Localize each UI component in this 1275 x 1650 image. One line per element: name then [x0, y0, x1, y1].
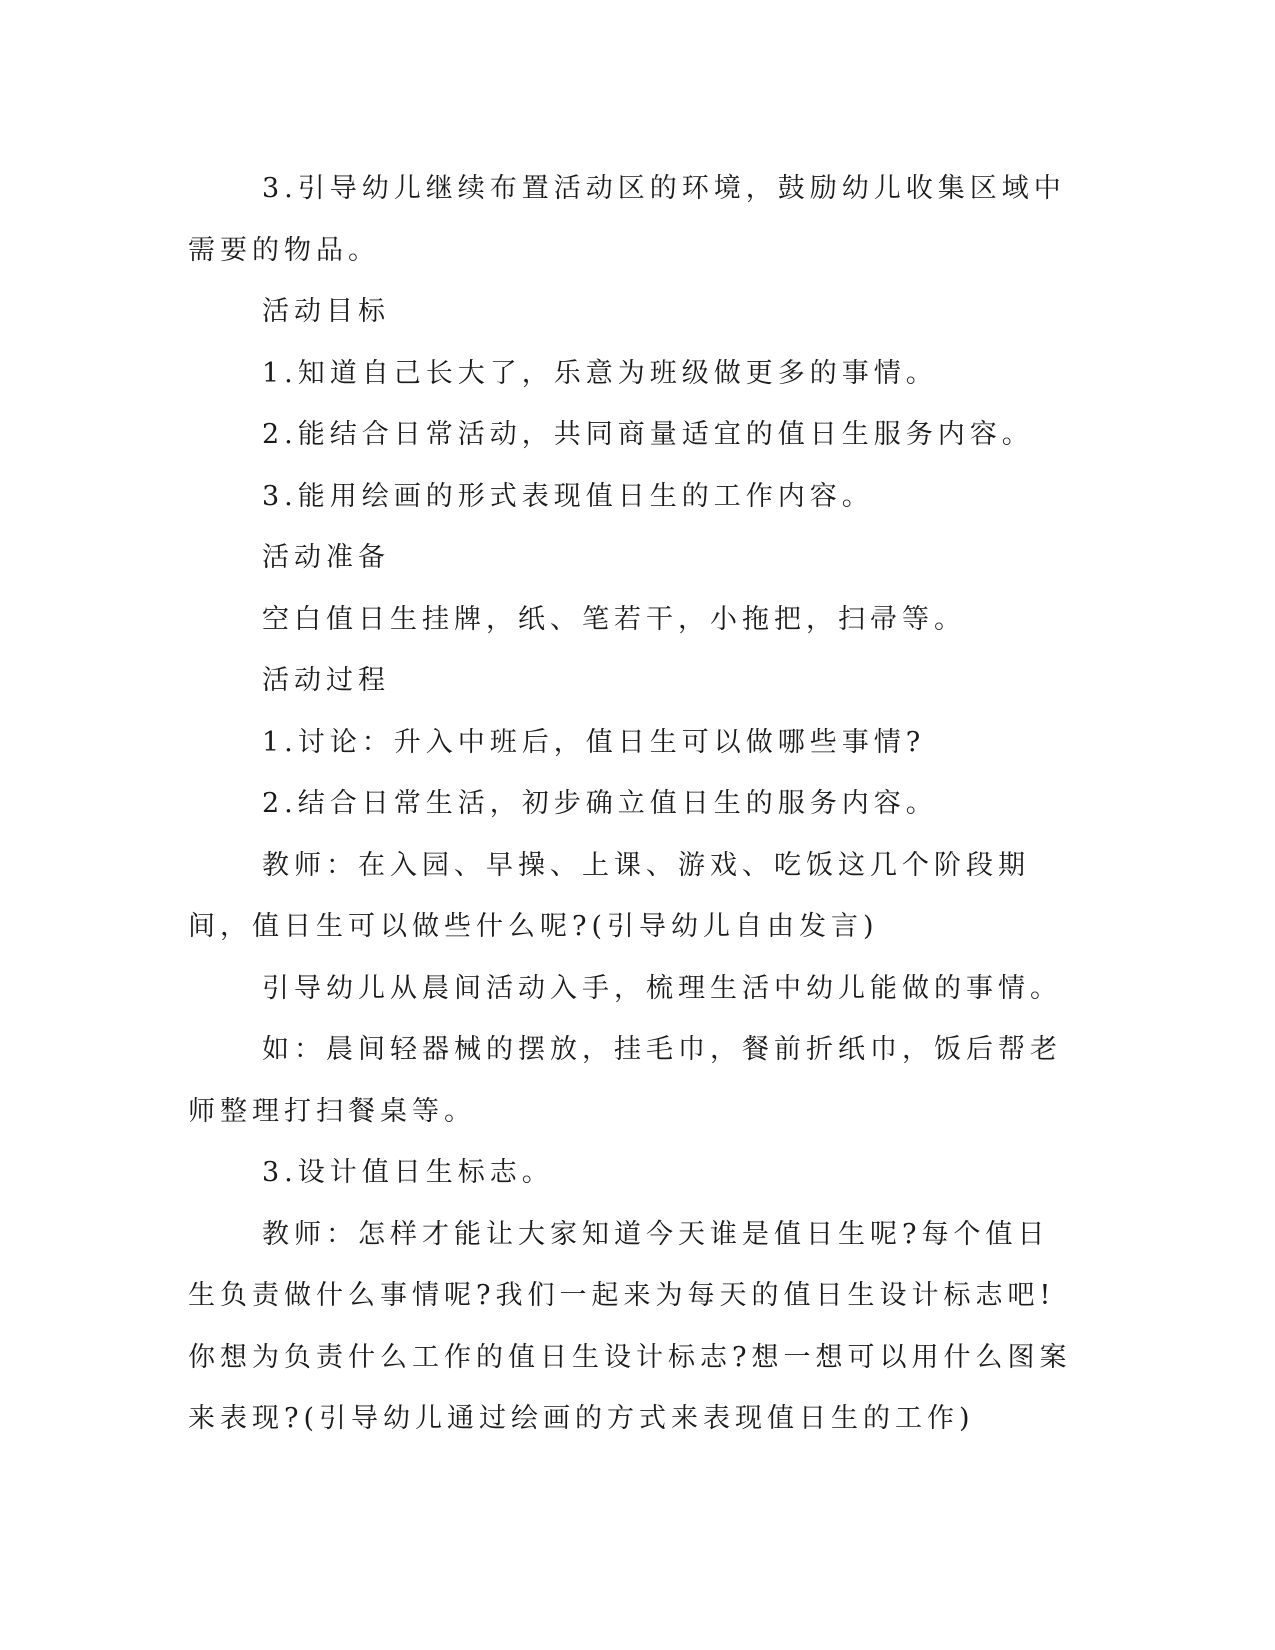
- heading-process: 活动过程: [262, 665, 390, 696]
- paragraph-step-3: 3.设计值日生标志。: [262, 1157, 554, 1188]
- paragraph-goal-1: 1.知道自己长大了，乐意为班级做更多的事情。: [262, 357, 938, 389]
- paragraph-teacher-question-2: 教师：怎样才能让大家知道今天谁是值日生呢?每个值日生负责做什么事情呢?我们一起来为每天的值日生设计标志吧!你想为负责什么工作的值日生设计标志?想一想可以用什么图案来表现?(引导幼儿通过绘画的方式来表现值日生的工作): [188, 1218, 1072, 1434]
- paragraph-goal-3: 3.能用绘画的形式表现值日生的工作内容。: [262, 480, 874, 512]
- paragraph-goal-2: 2.能结合日常活动，共同商量适宜的值日生服务内容。: [262, 419, 1034, 450]
- document-body: [188, 158, 1076, 1450]
- paragraph-step-2: 2.结合日常生活，初步确立值日生的服务内容。: [262, 788, 938, 819]
- heading-preparation: 活动准备: [262, 542, 390, 573]
- paragraph-teacher-question-1: 教师：在入园、早操、上课、游戏、吃饭这几个阶段期间，值日生可以做些什么呢?(引导幼儿自由发言): [188, 849, 1030, 942]
- paragraph-examples: 如：晨间轻器械的摆放，挂毛巾，餐前折纸巾，饭后帮老师整理打扫餐桌等。: [188, 1034, 1062, 1127]
- paragraph-prepare-area: 3.引导幼儿继续布置活动区的环境，鼓励幼儿收集区域中需要的物品。: [188, 173, 1066, 266]
- paragraph-guide-morning: 引导幼儿从晨间活动入手，梳理生活中幼儿能做的事情。: [262, 972, 1062, 1004]
- paragraph-materials: 空白值日生挂牌，纸、笔若干，小拖把，扫帚等。: [262, 603, 966, 635]
- paragraph-step-1: 1.讨论：升入中班后，值日生可以做哪些事情?: [262, 726, 926, 758]
- heading-goals: 活动目标: [262, 296, 390, 327]
